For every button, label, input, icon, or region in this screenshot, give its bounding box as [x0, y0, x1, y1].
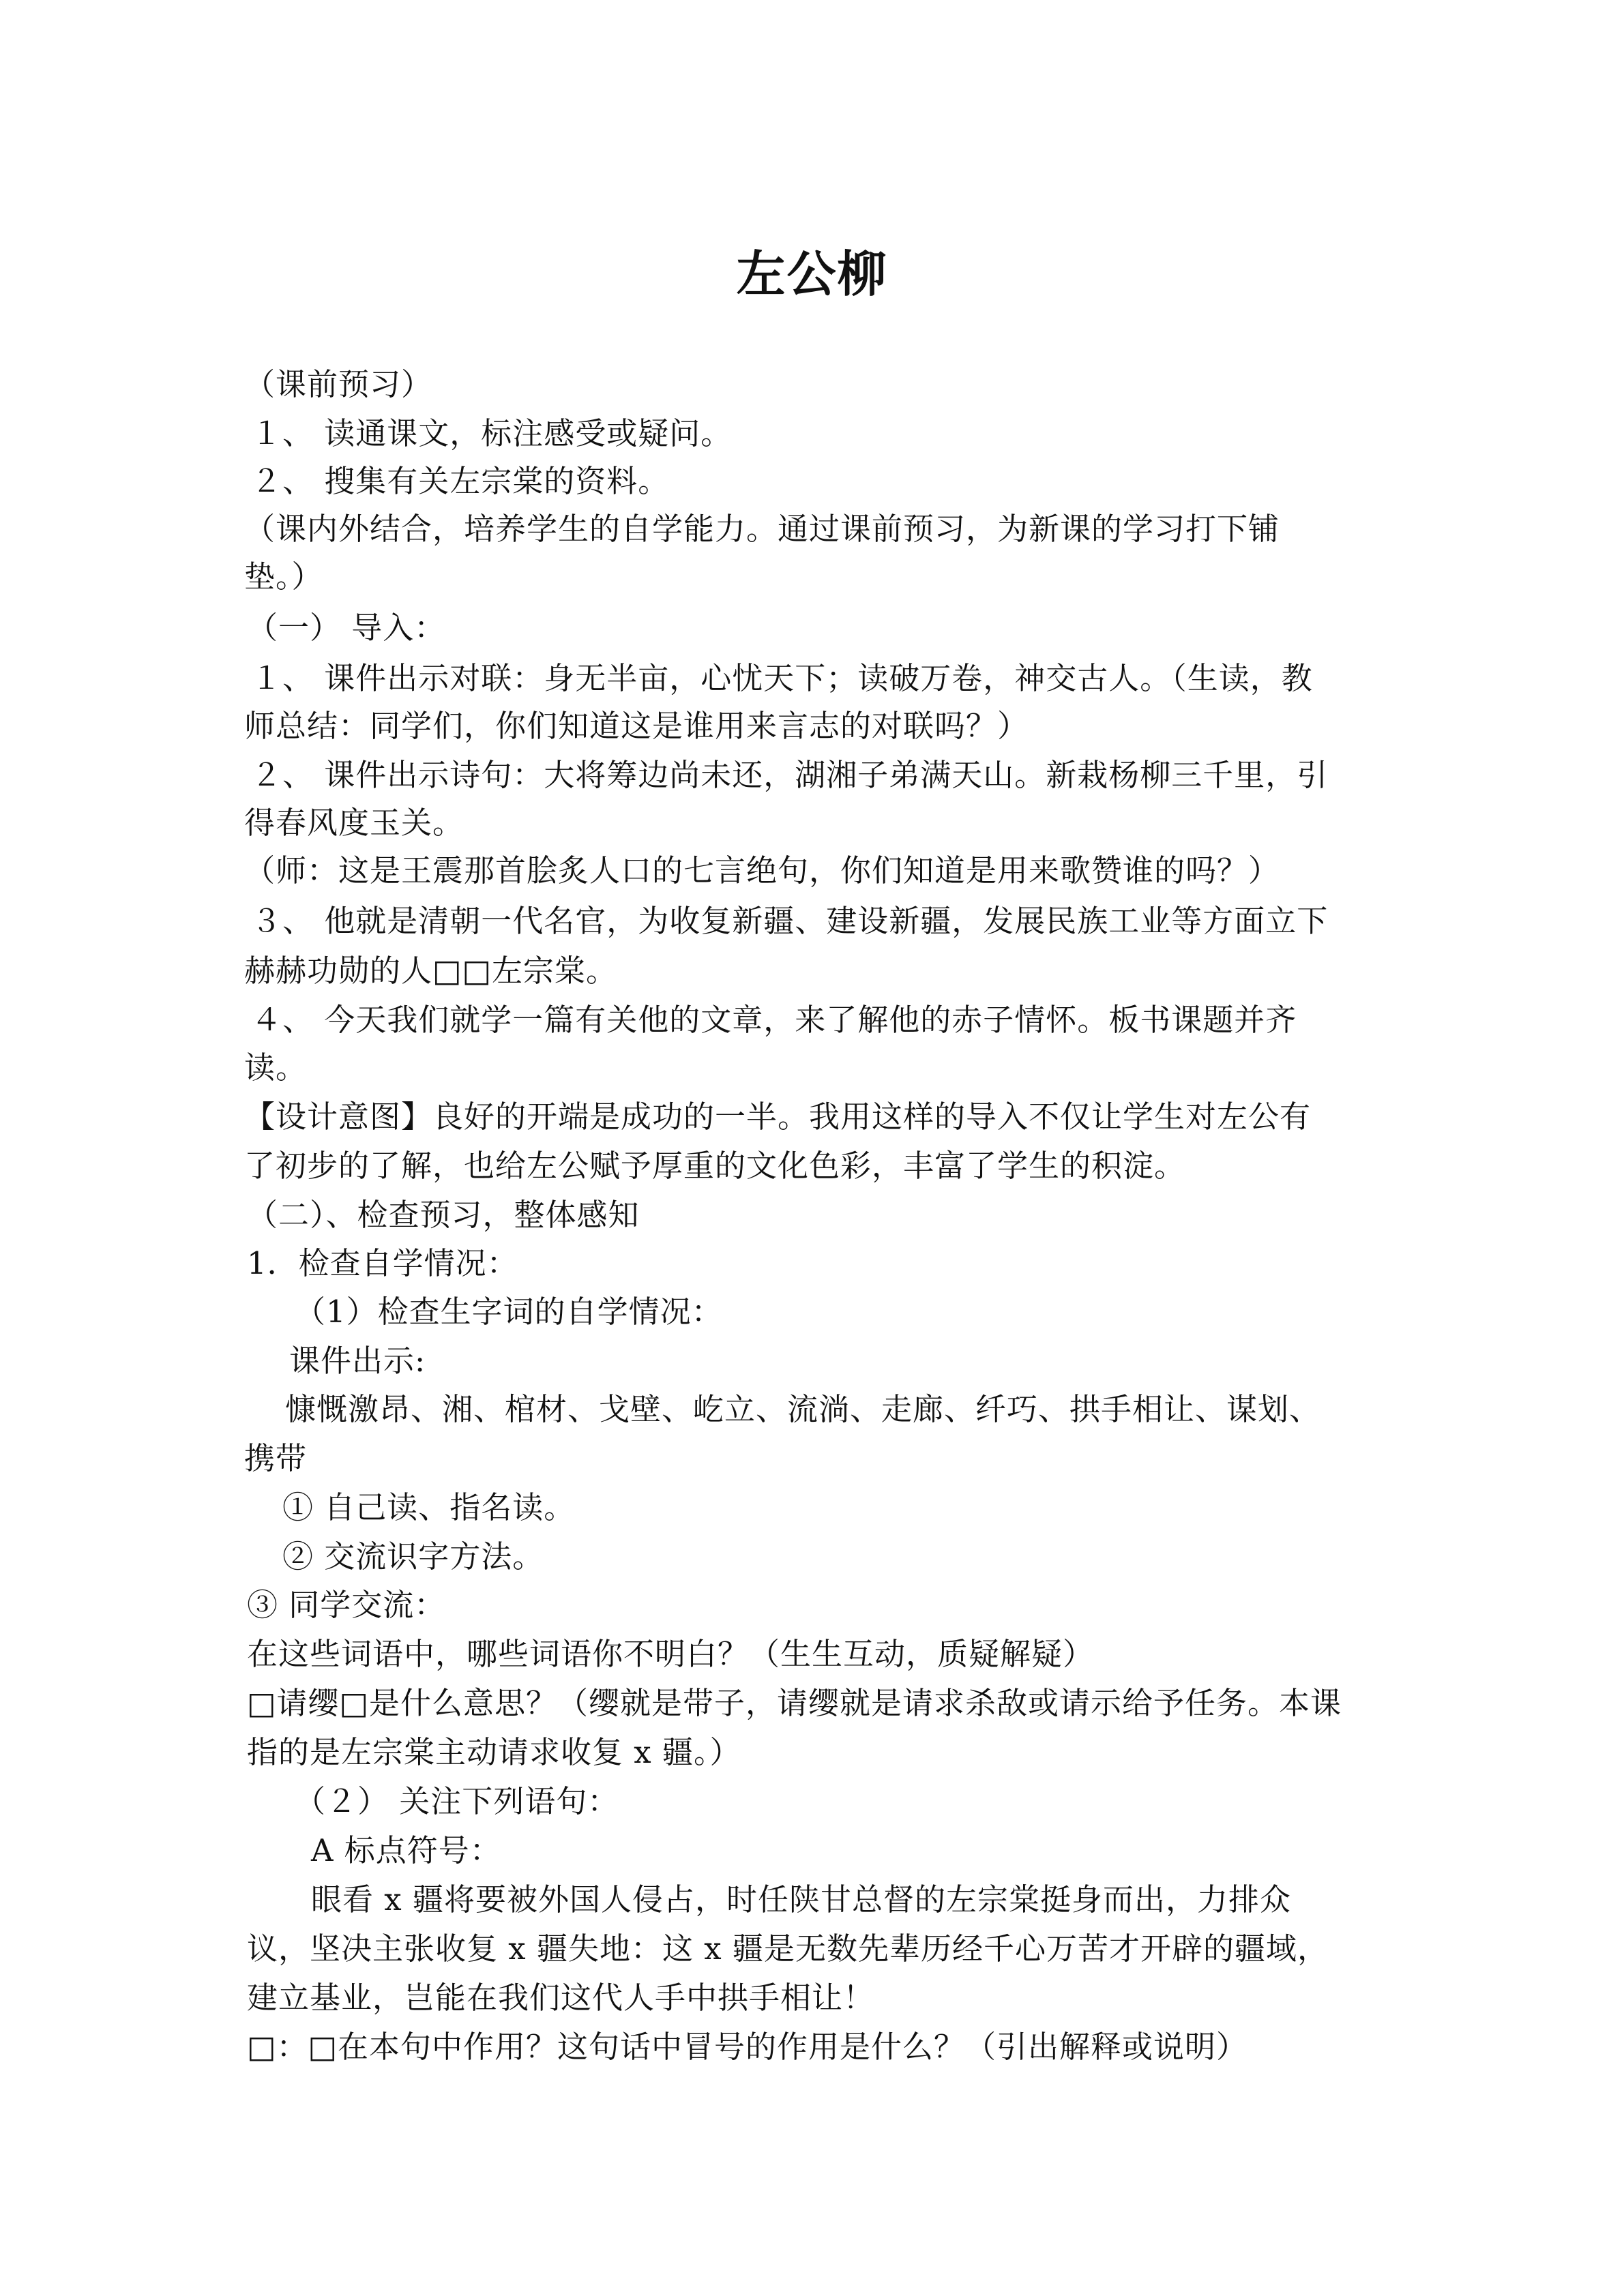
- text-line: 得春风度玉关。: [244, 805, 464, 841]
- text-line: ３、 他就是清朝一代名官，为收复新疆、建设新疆，发展民族工业等方面立下: [251, 903, 1329, 939]
- text-line: ③ 同学交流：: [247, 1587, 446, 1623]
- text-line: □：□在本句中作用？这句话中冒号的作用是什么？（引出解释或说明）: [247, 2029, 1248, 2065]
- text-line: 了初步的了解，也给左公赋予厚重的文化色彩，丰富了学生的积淀。: [244, 1148, 1186, 1184]
- text-line: ① 自己读、指名读。: [282, 1489, 576, 1525]
- text-line: 课件出示:: [289, 1343, 426, 1379]
- text-line: 指的是左宗棠主动请求收复 x 疆。）: [247, 1734, 741, 1770]
- text-line: ２、 课件出示诗句：大将筹边尚未还，湖湘子弟满天山。新栽杨柳三千里，引: [251, 757, 1329, 793]
- text-line: 1．检查自学情况：: [247, 1245, 518, 1281]
- text-line: １、 读通课文，标注感受或疑问。: [251, 415, 733, 451]
- text-line: □请缨□是什么意思？（缨就是带子，请缨就是请求杀敌或请示给予任务。本课: [247, 1685, 1342, 1721]
- text-line: 赫赫功勋的人□□左宗棠。: [244, 953, 618, 989]
- document-title: 左公柳: [736, 245, 888, 303]
- text-line: A 标点符号：: [311, 1832, 501, 1868]
- text-line: １、 课件出示对联：身无半亩，心忧天下；读破万卷，神交古人。（生读，教: [251, 660, 1313, 696]
- text-line: 【设计意图】良好的开端是成功的一半。我用这样的导入不仅让学生对左公有: [244, 1099, 1312, 1135]
- text-line: ② 交流识字方法。: [282, 1538, 544, 1575]
- text-line: （课内外结合，培养学生的自学能力。通过课前预习，为新课的学习打下铺: [244, 511, 1280, 547]
- text-line: 建立基业，岂能在我们这代人手中拱手相让！: [247, 1980, 875, 2016]
- text-line: ４、 今天我们就学一篇有关他的文章，来了解他的赤子情怀。板书课题并齐: [251, 1002, 1297, 1038]
- text-line: 携带: [244, 1440, 308, 1476]
- text-line: （师：这是王震那首脍炙人口的七言绝句，你们知道是用来歌赞谁的吗？）: [244, 852, 1280, 889]
- text-line: 议，坚决主张收复 x 疆失地：这 x 疆是无数先辈历经千心万苦才开辟的疆域，: [247, 1930, 1329, 1967]
- text-line: 在这些词语中，哪些词语你不明白？（生生互动，质疑解疑）: [247, 1636, 1095, 1672]
- text-line: （课前预习）: [244, 366, 433, 402]
- text-line: （二）、检查预习，整体感知: [247, 1197, 640, 1233]
- text-line: 师总结：同学们，你们知道这是谁用来言志的对联吗？）: [244, 708, 1029, 744]
- text-line: （一） 导入：: [247, 610, 446, 646]
- text-line: 读。: [244, 1049, 308, 1086]
- text-line: 慷慨激昂、湘、棺材、戈壁、屹立、流淌、走廊、纤巧、拱手相让、谋划、: [285, 1391, 1321, 1427]
- text-line: （1）检查生字词的自学情况：: [295, 1294, 723, 1330]
- text-line: 眼看 x 疆将要被外国人侵占，时任陕甘总督的左宗棠挺身而出，力排众: [311, 1881, 1291, 1918]
- text-line: ２、 搜集有关左宗棠的资料。: [251, 463, 670, 499]
- text-line: 垫。）: [244, 558, 323, 595]
- text-line: （２） 关注下列语句：: [295, 1783, 619, 1819]
